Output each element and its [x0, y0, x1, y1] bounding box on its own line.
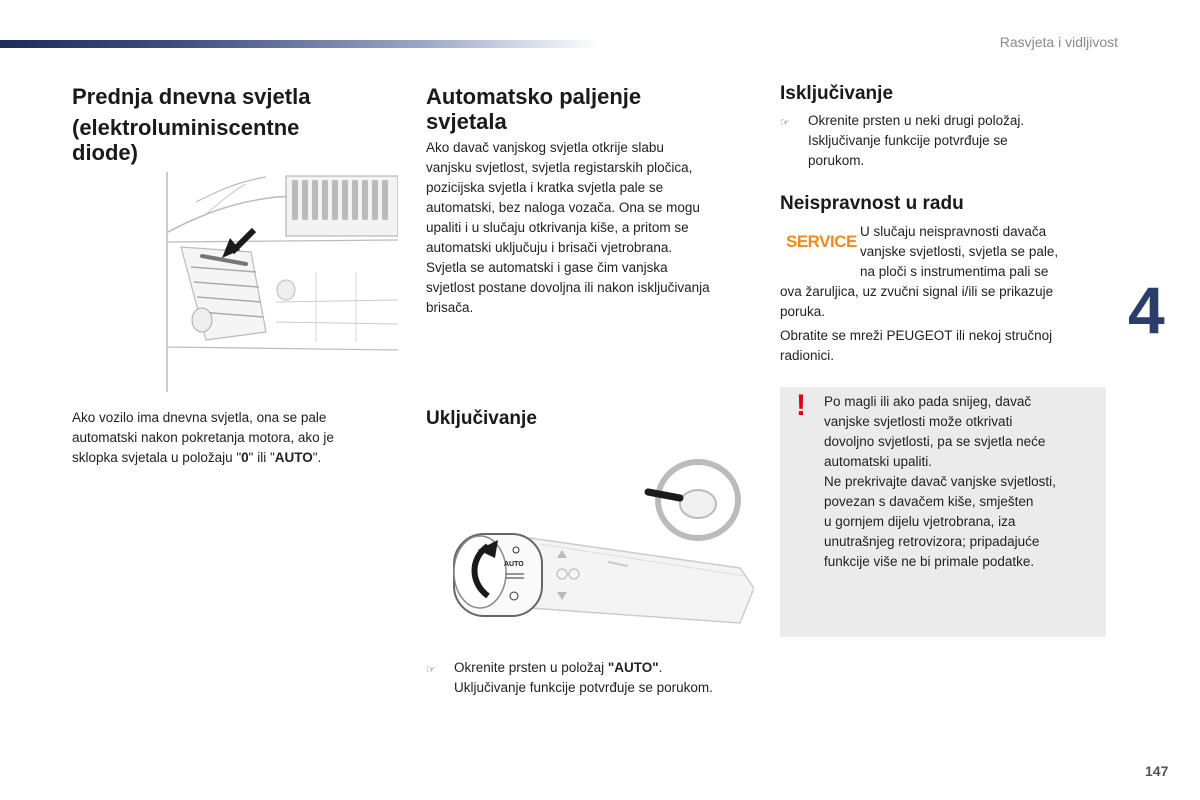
warning-text: [824, 392, 1104, 572]
drl-title-line3: diode): [72, 140, 138, 165]
contact-line: Obratite se mreži PEUGEOT ili nekoj stručnoj: [780, 328, 1053, 343]
switch-on-bullet: [426, 658, 766, 698]
stalk-auto-label: AUTO: [504, 561, 524, 568]
switch-off-title: Isključivanje: [780, 83, 894, 104]
auto-lights-line: pozicijska svjetla i kratka svjetla pale se: [426, 180, 664, 195]
switch-on-text: Okrenite prsten u položaj: [454, 660, 608, 675]
auto-lights-line: vanjsku svjetlost, svjetla registarskih pločica,: [426, 160, 693, 175]
warning-exclamation-icon: !: [796, 389, 806, 422]
auto-lights-line: Ako davač vanjskog svjetla otkrije slabu: [426, 140, 664, 155]
drl-position-auto: AUTO: [274, 450, 313, 465]
switch-on-line2: Uključivanje funkcije potvrđuje se porukom.: [454, 680, 713, 695]
warning-line: Po magli ili ako pada snijeg, davač: [824, 394, 1032, 409]
drl-title-line2: (elektroluminiscentne: [72, 115, 300, 140]
auto-lights-title-line2: svjetala: [426, 109, 507, 134]
fault-line: na ploči s instrumentima pali se: [860, 264, 1049, 279]
fault-line: vanjske svjetlosti, svjetla se pale,: [860, 244, 1059, 259]
fault-title: Neispravnost u radu: [780, 193, 964, 214]
switch-on-title: Uključivanje: [426, 408, 537, 429]
page-number: 147: [1145, 763, 1169, 779]
drl-para-text: ".: [312, 450, 322, 465]
drl-para-line: Ako vozilo ima dnevna svjetla, ona se pale: [72, 410, 327, 425]
drl-paragraph: [72, 408, 372, 468]
chapter-number: 4: [1128, 273, 1165, 347]
fault-line: ova žaruljica, uz zvučni signal i/ili se prikazuje: [780, 284, 1054, 299]
service-warning-icon: SERVICE: [786, 232, 857, 251]
warning-line: Ne prekrivajte davač vanjske svjetlosti,: [824, 474, 1056, 489]
header-gradient-bar: [0, 40, 600, 48]
drl-para-text: " ili ": [248, 450, 275, 465]
switch-off-line: Okrenite prsten u neki drugi položaj.: [808, 113, 1025, 128]
drl-title-line1: Prednja dnevna svjetla: [72, 84, 311, 109]
warning-line: dovoljno svjetlosti, pa se svjetla neće: [824, 434, 1046, 449]
auto-lights-line: svjetlost postane dovoljna ili nakon isključivanja: [426, 280, 710, 295]
warning-line: u gornjem dijelu vjetrobrana, iza: [824, 514, 1016, 529]
switch-off-bullet: [780, 111, 1100, 171]
warning-box: [780, 387, 1106, 637]
drl-position-0: 0: [241, 450, 249, 465]
auto-lights-title: [426, 84, 746, 134]
auto-lights-title-line1: Automatsko paljenje: [426, 84, 642, 109]
warning-line: vanjske svjetlosti može otkrivati: [824, 414, 1013, 429]
chapter-title: Rasvjeta i vidljivost: [999, 34, 1118, 50]
drl-para-line-last: [72, 448, 372, 468]
auto-lights-line: upaliti i u slučaju otkrivanja kiše, a pritom se: [426, 220, 689, 235]
auto-lights-paragraph: [426, 138, 756, 318]
switch-on-line1: [454, 658, 713, 678]
auto-lights-line: brisača.: [426, 300, 474, 315]
fault-paragraph-indented: [860, 222, 1100, 282]
contact-paragraph: [780, 326, 1110, 366]
auto-lights-line: automatski uključuju i brisači vjetrobrana.: [426, 240, 673, 255]
switch-on-bullet-text: [454, 658, 713, 698]
fault-line: poruka.: [780, 304, 826, 319]
drl-section-title: [72, 84, 372, 165]
auto-lights-line: Svjetla se automatski i gase čim vanjska: [426, 260, 668, 275]
switch-on-auto: "AUTO": [607, 660, 659, 675]
switch-off-line: Isključivanje funkcije potvrđuje se: [808, 133, 1008, 148]
fault-paragraph-full: [780, 282, 1110, 322]
warning-line: funkcije više ne bi primale podatke.: [824, 554, 1035, 569]
bullet-pointer-icon: ☞: [426, 664, 436, 676]
switch-off-text: [808, 111, 1024, 171]
bullet-pointer-icon: ☞: [780, 117, 790, 129]
fault-line: U slučaju neispravnosti davača: [860, 224, 1047, 239]
auto-lights-line: automatski, bez naloga vozača. Ona se mogu: [426, 200, 700, 215]
contact-line: radionici.: [780, 348, 835, 363]
warning-line: povezan s davačem kiše, smješten: [824, 494, 1034, 509]
drl-para-line: automatski nakon pokretanja motora, ako je: [72, 430, 334, 445]
switch-off-line: porukom.: [808, 153, 865, 168]
warning-line: automatski upaliti.: [824, 454, 933, 469]
warning-line: unutrašnjeg retrovizora; pripadajuće: [824, 534, 1040, 549]
switch-on-text: .: [658, 660, 663, 675]
drl-para-text: sklopka svjetala u položaju ": [72, 450, 242, 465]
lighting-stalk-illustration: [440, 458, 754, 628]
car-front-drl-illustration: [166, 172, 398, 392]
